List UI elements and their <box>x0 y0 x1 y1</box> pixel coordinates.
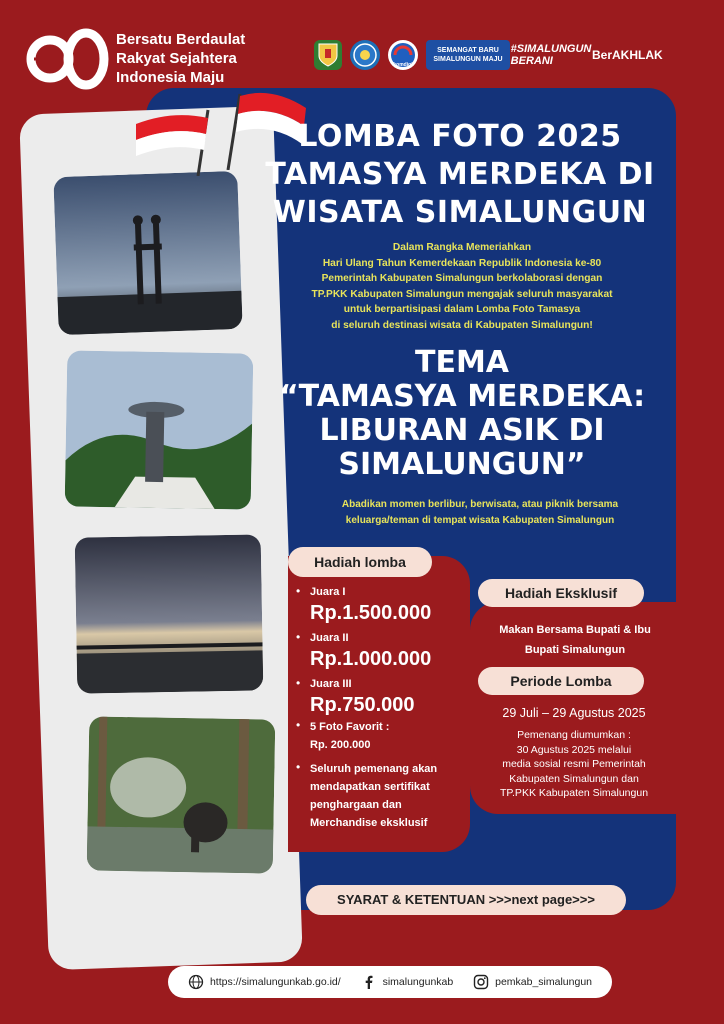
prize-amount: Rp.1.000.000 <box>310 648 432 670</box>
komdigi-label: komdigi <box>393 62 413 68</box>
berakhlak-label: BerAKHLAK <box>592 48 663 62</box>
theme-line: SIMALUNGUN” <box>338 447 586 482</box>
facebook-handle: simalungunkab <box>382 976 454 988</box>
prize-amount: Rp.750.000 <box>310 694 415 716</box>
header <box>0 0 724 92</box>
intro-line: Dalam Rangka Memeriahkan <box>392 242 532 253</box>
intro-line: Hari Ulang Tahun Kemerdekaan Republik Indonesia ke-80 <box>322 257 602 269</box>
slogan-line: Rakyat Sejahtera <box>116 50 237 67</box>
theme-line: “TAMASYA MERDEKA: <box>278 379 646 414</box>
hut-ri-80-logo <box>26 22 110 92</box>
komdigi-logo-icon <box>388 40 418 70</box>
theme-description <box>290 497 670 528</box>
instagram-link[interactable] <box>473 974 592 990</box>
theme-desc-line: Abadikan momen berlibur, berwisata, atau piknik bersama <box>341 499 619 510</box>
facebook-icon <box>361 974 377 990</box>
theme-line: LIBURAN ASIK DI <box>319 413 605 448</box>
certificate-item <box>296 760 466 832</box>
partner-logos <box>314 40 663 70</box>
slogan-line: Indonesia Maju <box>116 69 225 86</box>
hut-80-emblem-icon <box>26 22 110 92</box>
page-title <box>260 118 660 232</box>
globe-icon <box>188 974 204 990</box>
facebook-link[interactable] <box>361 974 454 990</box>
website-url: https://simalungunkab.go.id/ <box>209 976 341 988</box>
tp-pkk-emblem-icon <box>350 40 380 70</box>
simalungun-emblem-icon <box>314 40 342 70</box>
prize-list <box>296 584 466 832</box>
intro-line: Pemerintah Kabupaten Simalungun berkolaborasi dengan <box>321 273 603 284</box>
photo-monument-hill <box>65 350 254 509</box>
terms-next-page-button[interactable]: SYARAT & KETENTUAN >>>next page>>> <box>306 885 626 915</box>
instagram-icon <box>473 974 489 990</box>
prize-item <box>296 630 466 672</box>
footer-contact-bar <box>168 966 612 998</box>
period-dates: 29 Juli – 29 Agustus 2025 <box>502 706 646 720</box>
photo-elephant-forest <box>87 716 276 873</box>
favorite-amount: Rp. 200.000 <box>310 739 371 751</box>
intro-line: di seluruh destinasi wisata di Kabupaten Simalungun! <box>331 319 593 331</box>
period-heading: Periode Lomba <box>478 667 644 695</box>
slogan <box>116 30 245 87</box>
title-line: WISATA SIMALUNGUN <box>272 195 648 230</box>
simalungun-berani-logo: #SIMALUNGUN BERANI <box>510 43 592 67</box>
photo-monument-dusk <box>53 171 242 335</box>
certificate-line: • Seluruh pemenang akan <box>310 763 438 775</box>
title-line: LOMBA FOTO 2025 <box>298 119 622 154</box>
website-link[interactable] <box>188 974 341 990</box>
semangat-baru-logo: SEMANGAT BARU SIMALUNGUN MAJU <box>426 40 510 70</box>
certificate-line: penghargaan dan <box>310 799 402 811</box>
favorite-label: • 5 Foto Favorit : <box>310 721 390 733</box>
prize-item <box>296 584 466 626</box>
exclusive-line: Makan Bersama Bupati & Ibu <box>499 624 651 636</box>
favorite-item <box>296 718 466 754</box>
theme-heading <box>262 346 662 482</box>
photo-lake-sunset <box>75 534 264 693</box>
instagram-handle: pemkab_simalungun <box>495 976 593 988</box>
prize-label: • Juara II <box>310 632 349 644</box>
prize-heading: Hadiah lomba <box>288 547 432 577</box>
exclusive-heading: Hadiah Eksklusif <box>478 579 644 607</box>
theme-desc-line: keluarga/teman di tempat wisata Kabupaten Simalungun <box>345 514 615 526</box>
certificate-line: Merchandise eksklusif <box>310 817 428 829</box>
slogan-line: Bersatu Berdaulat <box>116 31 246 48</box>
announcement-line: Kabupaten Simalungun dan <box>509 772 639 785</box>
intro-line: TP.PKK Kabupaten Simalungun mengajak seluruh masyarakat <box>311 288 613 300</box>
theme-label: TEMA <box>414 345 510 380</box>
intro-line: untuk berpartisipasi dalam Lomba Foto Tamasya <box>343 304 581 315</box>
announcement-line: Pemenang diumumkan : <box>517 729 631 741</box>
announcement-line: 30 Agustus 2025 melalui <box>516 743 632 756</box>
announcement-note <box>476 728 672 801</box>
exclusive-text <box>478 620 672 660</box>
certificate-line: mendapatkan sertifikat <box>310 781 430 793</box>
announcement-line: TP.PKK Kabupaten Simalungun <box>499 787 649 800</box>
prize-label: • Juara I <box>310 586 346 598</box>
exclusive-line: Bupati Simalungun <box>524 644 626 656</box>
title-line: TAMASYA MERDEKA DI <box>265 157 655 192</box>
announcement-line: media sosial resmi Pemerintah <box>502 758 646 771</box>
intro-text <box>270 240 654 333</box>
prize-label: • Juara III <box>310 678 352 690</box>
berakhlak-logo <box>592 40 663 70</box>
prize-amount: Rp.1.500.000 <box>310 602 432 624</box>
prize-item <box>296 676 466 718</box>
